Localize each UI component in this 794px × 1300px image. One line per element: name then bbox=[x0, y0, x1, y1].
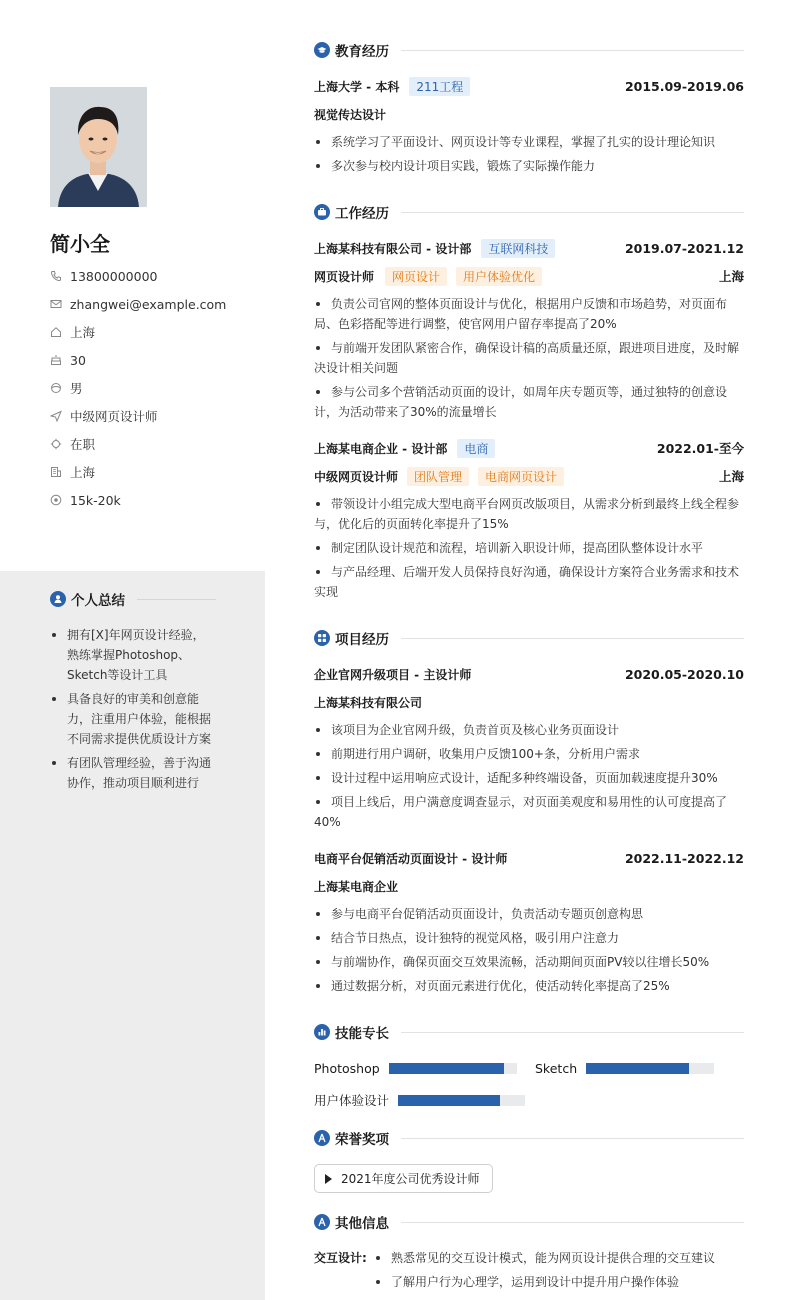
project-name: 电商平台促销活动页面设计 - 设计师 bbox=[314, 851, 508, 866]
contact-text: 男 bbox=[70, 381, 83, 396]
role-row bbox=[314, 266, 744, 286]
education-list bbox=[314, 132, 744, 180]
role-row bbox=[314, 466, 744, 486]
job-list bbox=[314, 294, 744, 426]
send-icon bbox=[50, 410, 62, 422]
list-item: 具备良好的审美和创意能力，注重用户体验，能根据不同需求提供优质设计方案 bbox=[50, 689, 215, 749]
skill-sketch bbox=[535, 1058, 714, 1078]
education-row bbox=[314, 76, 744, 96]
building-icon bbox=[50, 466, 62, 478]
summary-title: 个人总结 bbox=[71, 593, 125, 609]
list-item: 了解用户行为心理学，运用到设计中提升用户操作体验 bbox=[374, 1272, 744, 1292]
list-item: 与前端协作，确保页面交互效果流畅，活动期间页面PV较以往增长50% bbox=[314, 952, 744, 972]
list-item: 负责公司官网的整体页面设计与优化，根据用户反馈和市场趋势，对页面布局、色彩搭配等进行调整，使官网用户留存率提高了20% bbox=[314, 294, 744, 334]
contact-email[interactable] bbox=[50, 294, 250, 314]
list-item: 拥有[X]年网页设计经验，熟练掌握Photoshop、Sketch等设计工具 bbox=[50, 625, 215, 685]
skills-title: 技能专长 bbox=[335, 1026, 389, 1042]
contact-text: 上海 bbox=[70, 325, 96, 340]
other-label: 交互设计: bbox=[314, 1251, 367, 1265]
school-tag: 211工程 bbox=[409, 77, 470, 96]
projects-header bbox=[314, 628, 744, 648]
divider bbox=[137, 599, 216, 600]
project-company-row bbox=[314, 692, 744, 712]
list-item: 该项目为企业官网升级，负责首页及核心业务页面设计 bbox=[314, 720, 744, 740]
summary-list bbox=[50, 625, 215, 797]
role-name: 网页设计师 bbox=[314, 269, 375, 284]
other-header bbox=[314, 1212, 744, 1232]
contact-location bbox=[50, 322, 250, 342]
projects-title: 项目经历 bbox=[335, 632, 389, 648]
skill-ux bbox=[314, 1090, 525, 1110]
job-row bbox=[314, 438, 744, 458]
status-icon bbox=[50, 438, 62, 450]
divider bbox=[401, 50, 744, 51]
person-icon bbox=[50, 591, 66, 607]
skill-bar bbox=[398, 1095, 525, 1106]
info-icon bbox=[314, 1214, 330, 1230]
job-row bbox=[314, 238, 744, 258]
gender-icon bbox=[50, 382, 62, 394]
skill-bar-fill bbox=[398, 1095, 500, 1106]
project-row bbox=[314, 848, 744, 868]
contact-text: 15k-20k bbox=[70, 492, 121, 508]
contact-position bbox=[50, 406, 250, 426]
candidate-name: 简小全 bbox=[50, 232, 110, 256]
job-date: 2022.01-至今 bbox=[656, 441, 744, 456]
graduation-cap-icon bbox=[314, 42, 330, 58]
project-date: 2020.05-2020.10 bbox=[624, 666, 744, 682]
skill-name: Sketch bbox=[535, 1060, 578, 1076]
job-city: 上海 bbox=[718, 269, 744, 284]
project-date: 2022.11-2022.12 bbox=[624, 850, 744, 866]
skill-tag: 网页设计 bbox=[385, 267, 447, 286]
work-title: 工作经历 bbox=[335, 206, 389, 222]
awards-header bbox=[314, 1128, 744, 1148]
industry-tag: 互联网科技 bbox=[481, 239, 555, 258]
skills-header bbox=[314, 1022, 744, 1042]
award-text: 2021年度公司优秀设计师 bbox=[341, 1172, 480, 1186]
skill-bar-fill bbox=[389, 1063, 504, 1074]
summary-header bbox=[50, 589, 216, 609]
education-title: 教育经历 bbox=[335, 44, 389, 60]
divider bbox=[401, 1138, 744, 1139]
mail-icon bbox=[50, 298, 62, 310]
contact-age bbox=[50, 350, 250, 370]
skill-bar bbox=[389, 1063, 517, 1074]
award-item[interactable] bbox=[314, 1164, 493, 1193]
list-item: 熟悉常见的交互设计模式，能为网页设计提供合理的交互建议 bbox=[374, 1248, 744, 1268]
play-icon bbox=[325, 1174, 332, 1184]
job-date: 2019.07-2021.12 bbox=[624, 240, 744, 256]
education-header bbox=[314, 40, 744, 60]
briefcase-icon bbox=[314, 204, 330, 220]
phone-icon bbox=[50, 270, 62, 282]
award-icon bbox=[314, 1130, 330, 1146]
contact-phone bbox=[50, 266, 250, 286]
contact-text: 13800000000 bbox=[70, 268, 158, 284]
age-icon bbox=[50, 354, 62, 366]
project-list bbox=[314, 720, 744, 836]
skill-bar bbox=[586, 1063, 714, 1074]
salary-icon bbox=[50, 494, 62, 506]
contact-text: 上海 bbox=[70, 465, 96, 480]
contact-text: 中级网页设计师 bbox=[70, 409, 158, 424]
divider bbox=[401, 1222, 744, 1223]
project-company-row bbox=[314, 876, 744, 896]
project-row bbox=[314, 664, 744, 684]
home-icon bbox=[50, 326, 62, 338]
other-title: 其他信息 bbox=[335, 1216, 389, 1232]
divider bbox=[401, 212, 744, 213]
skill-tag: 团队管理 bbox=[407, 467, 469, 486]
contact-city bbox=[50, 462, 250, 482]
contact-gender bbox=[50, 378, 250, 398]
contact-status bbox=[50, 434, 250, 454]
list-item: 设计过程中运用响应式设计，适配多种终端设备，页面加载速度提升30% bbox=[314, 768, 744, 788]
list-item: 与前端开发团队紧密合作，确保设计稿的高质量还原，跟进项目进度，及时解决设计相关问题 bbox=[314, 338, 744, 378]
skill-photoshop bbox=[314, 1058, 517, 1078]
awards-title: 荣誉奖项 bbox=[335, 1132, 389, 1148]
other-list bbox=[374, 1248, 744, 1296]
contact-text: 在职 bbox=[70, 437, 96, 452]
role-name: 中级网页设计师 bbox=[314, 469, 399, 484]
project-company: 上海某科技有限公司 bbox=[314, 695, 423, 710]
school-name: 上海大学 - 本科 bbox=[314, 79, 400, 94]
list-item: 系统学习了平面设计、网页设计等专业课程，掌握了扎实的设计理论知识 bbox=[314, 132, 744, 152]
grid-icon bbox=[314, 630, 330, 646]
work-header bbox=[314, 202, 744, 222]
industry-tag: 电商 bbox=[457, 439, 495, 458]
project-list bbox=[314, 904, 744, 1000]
avatar bbox=[50, 87, 147, 207]
list-item: 有团队管理经验，善于沟通协作，推动项目顺利进行 bbox=[50, 753, 215, 793]
company-name: 上海某科技有限公司 - 设计部 bbox=[314, 241, 472, 256]
list-item: 通过数据分析，对页面元素进行优化，使活动转化率提高了25% bbox=[314, 976, 744, 996]
contact-text: 30 bbox=[70, 352, 86, 368]
list-item: 带领设计小组完成大型电商平台网页改版项目，从需求分析到最终上线全程参与，优化后的页面转化率提升了15% bbox=[314, 494, 744, 534]
major-name: 视觉传达设计 bbox=[314, 107, 387, 122]
list-item: 参与电商平台促销活动页面设计，负责活动专题页创意构思 bbox=[314, 904, 744, 924]
company-name: 上海某电商企业 - 设计部 bbox=[314, 441, 448, 456]
education-date: 2015.09-2019.06 bbox=[624, 78, 744, 94]
bar-chart-icon bbox=[314, 1024, 330, 1040]
sidebar bbox=[0, 0, 265, 1300]
divider bbox=[401, 638, 744, 639]
project-company: 上海某电商企业 bbox=[314, 879, 399, 894]
list-item: 多次参与校内设计项目实践，锻炼了实际操作能力 bbox=[314, 156, 744, 176]
divider bbox=[401, 1032, 744, 1033]
list-item: 项目上线后，用户满意度调查显示，对页面美观度和易用性的认可度提高了40% bbox=[314, 792, 744, 832]
major-row bbox=[314, 104, 744, 124]
list-item: 制定团队设计规范和流程，培训新入职设计师，提高团队整体设计水平 bbox=[314, 538, 744, 558]
list-item: 结合节日热点，设计独特的视觉风格，吸引用户注意力 bbox=[314, 928, 744, 948]
list-item: 参与公司多个营销活动页面的设计，如周年庆专题页等，通过独特的创意设计，为活动带来了30%的流量增长 bbox=[314, 382, 744, 422]
project-name: 企业官网升级项目 - 主设计师 bbox=[314, 667, 472, 682]
avatar-photo bbox=[50, 87, 147, 207]
skill-name: 用户体验设计 bbox=[314, 1093, 390, 1108]
skill-name: Photoshop bbox=[314, 1060, 380, 1076]
skill-bar-fill bbox=[586, 1063, 688, 1074]
list-item: 与产品经理、后端开发人员保持良好沟通，确保设计方案符合业务需求和技术实现 bbox=[314, 562, 744, 602]
list-item: 前期进行用户调研，收集用户反馈100+条，分析用户需求 bbox=[314, 744, 744, 764]
job-list bbox=[314, 494, 744, 606]
contact-text: zhangwei@example.com bbox=[70, 296, 227, 312]
job-city: 上海 bbox=[718, 469, 744, 484]
skill-tag: 用户体验优化 bbox=[456, 267, 542, 286]
skill-tag: 电商网页设计 bbox=[478, 467, 564, 486]
contact-salary bbox=[50, 490, 250, 510]
